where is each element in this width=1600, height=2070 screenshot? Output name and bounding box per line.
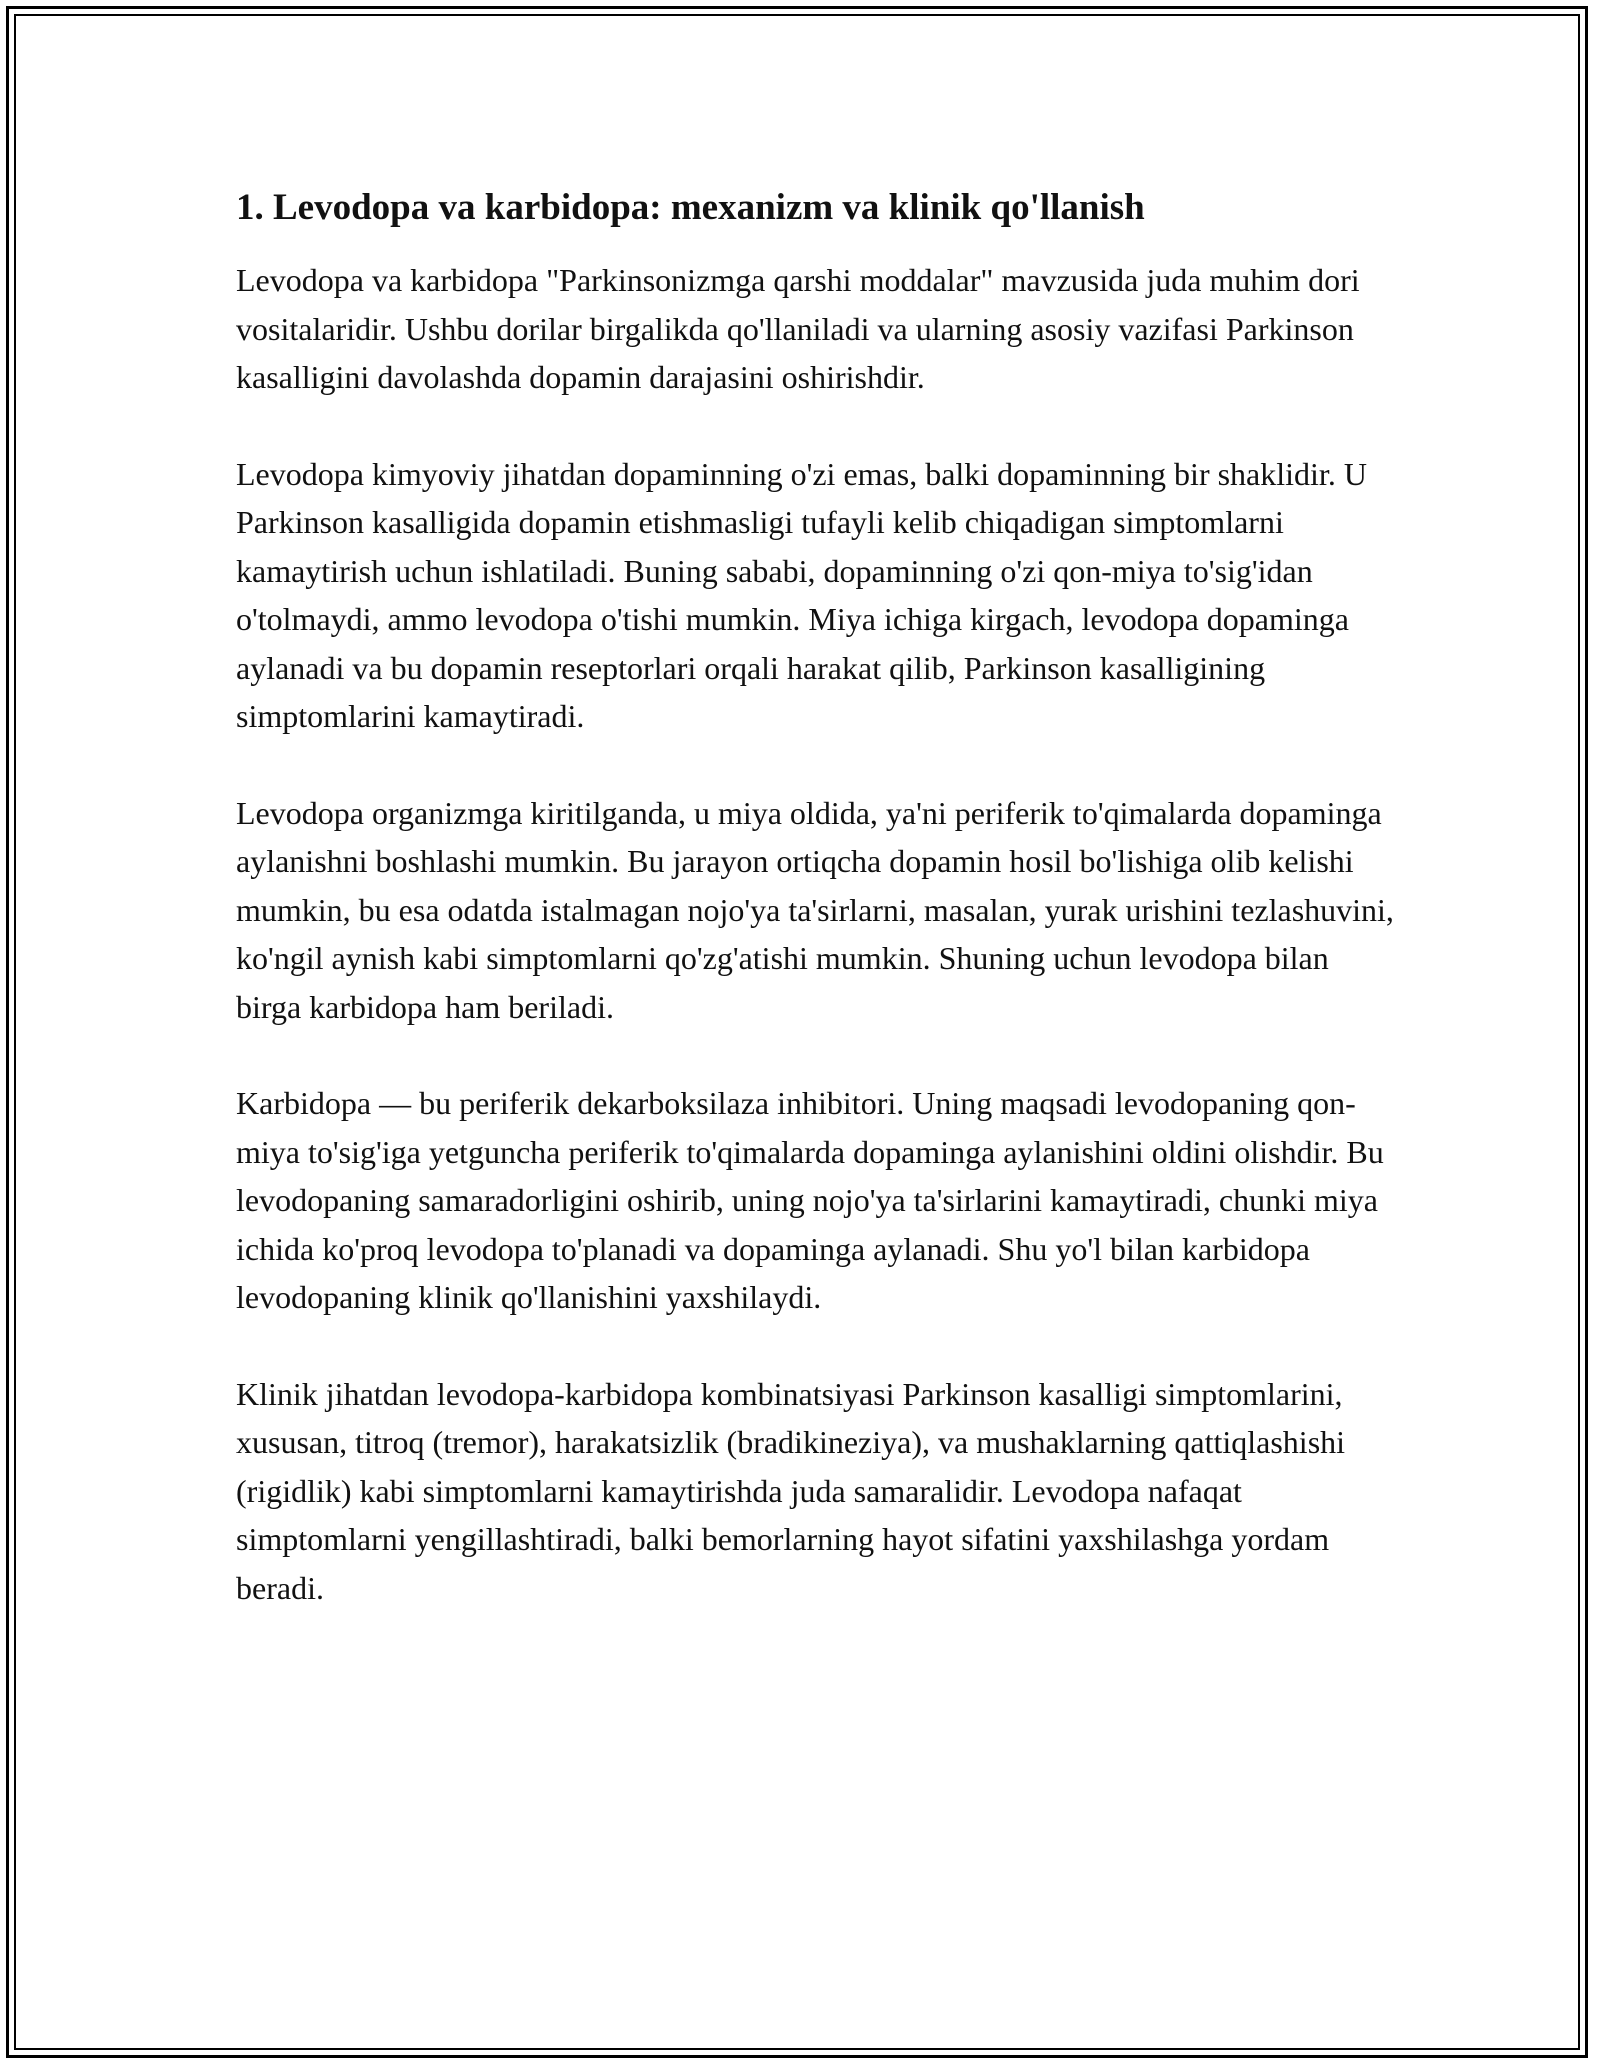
paragraph-intro: Levodopa va karbidopa "Parkinsonizmga qarshi moddalar" mavzusida juda muhim dori vositalaridir. Ushbu dorilar birgalikda qo'llaniladi va ularning asosiy vazifasi Parkinson kasalligini davolashda dopamin darajasini oshirishdir.	[236, 262, 1360, 396]
paragraph-levodopa-mechanism: Levodopa kimyoviy jihatdan dopaminning o'zi emas, balki dopaminning bir shaklidir. U Parkinson kasalligida dopamin etishmasligi tufayli kelib chiqadigan simptomlarni kamaytirish uchun ishlatiladi. Buning sababi, dopaminning o'zi qon-miya to'sig'idan o'tolmaydi, ammo levodopa o'tishi mumkin. Miya ichiga kirgach, levodopa dopaminga aylanadi va bu dopamin reseptorlari orqali harakat qilib, Parkinson kasalligining simptomlarini kamaytiradi.	[236, 455, 1367, 735]
section-heading: 1. Levodopa va karbidopa: mexanizm va klinik qo'llanish	[236, 187, 1145, 228]
paragraph-clinical-use: Klinik jihatdan levodopa-karbidopa kombinatsiyasi Parkinson kasalligi simptomlarini, xususan, titroq (tremor), harakatsizlik (bradikineziya), va mushaklarning qattiqlashishi (rigidlik) kabi simptomlarni kamaytirishda juda samaralidir. Levodopa nafaqat simptomlarni yengillashtiradi, balki bemorlarning hayot sifatini yaxshilashga yordam beradi.	[236, 1375, 1346, 1606]
paragraph-carbidopa: Karbidopa — bu periferik dekarboksilaza inhibitori. Uning maqsadi levodopaning qon-miya to'sig'iga yetguncha periferik to'qimalarda dopaminga aylanishini oldini olishdir. Bu levodopaning samaradorligini oshirib, uning nojo'ya ta'sirlarini kamaytiradi, chunki miya ichida ko'proq levodopa to'planadi va dopaminga aylanadi. Shu yo'l bilan karbidopa levodopaning klinik qo'llanishini yaxshilaydi.	[236, 1085, 1384, 1316]
paragraph-peripheral-conversion: Levodopa organizmga kiritilganda, u miya oldida, ya'ni periferik to'qimalarda dopaminga aylanishni boshlashi mumkin. Bu jarayon ortiqcha dopamin hosil bo'lishiga olib kelishi mumkin, bu esa odatda istalmagan nojo'ya ta'sirlarni, masalan, yurak urishini tezlashuvini, ko'ngil aynish kabi simptomlarni qo'zg'atishi mumkin. Shuning uchun levodopa bilan birga karbidopa ham beriladi.	[236, 794, 1394, 1025]
document-body	[236, 186, 1396, 1612]
